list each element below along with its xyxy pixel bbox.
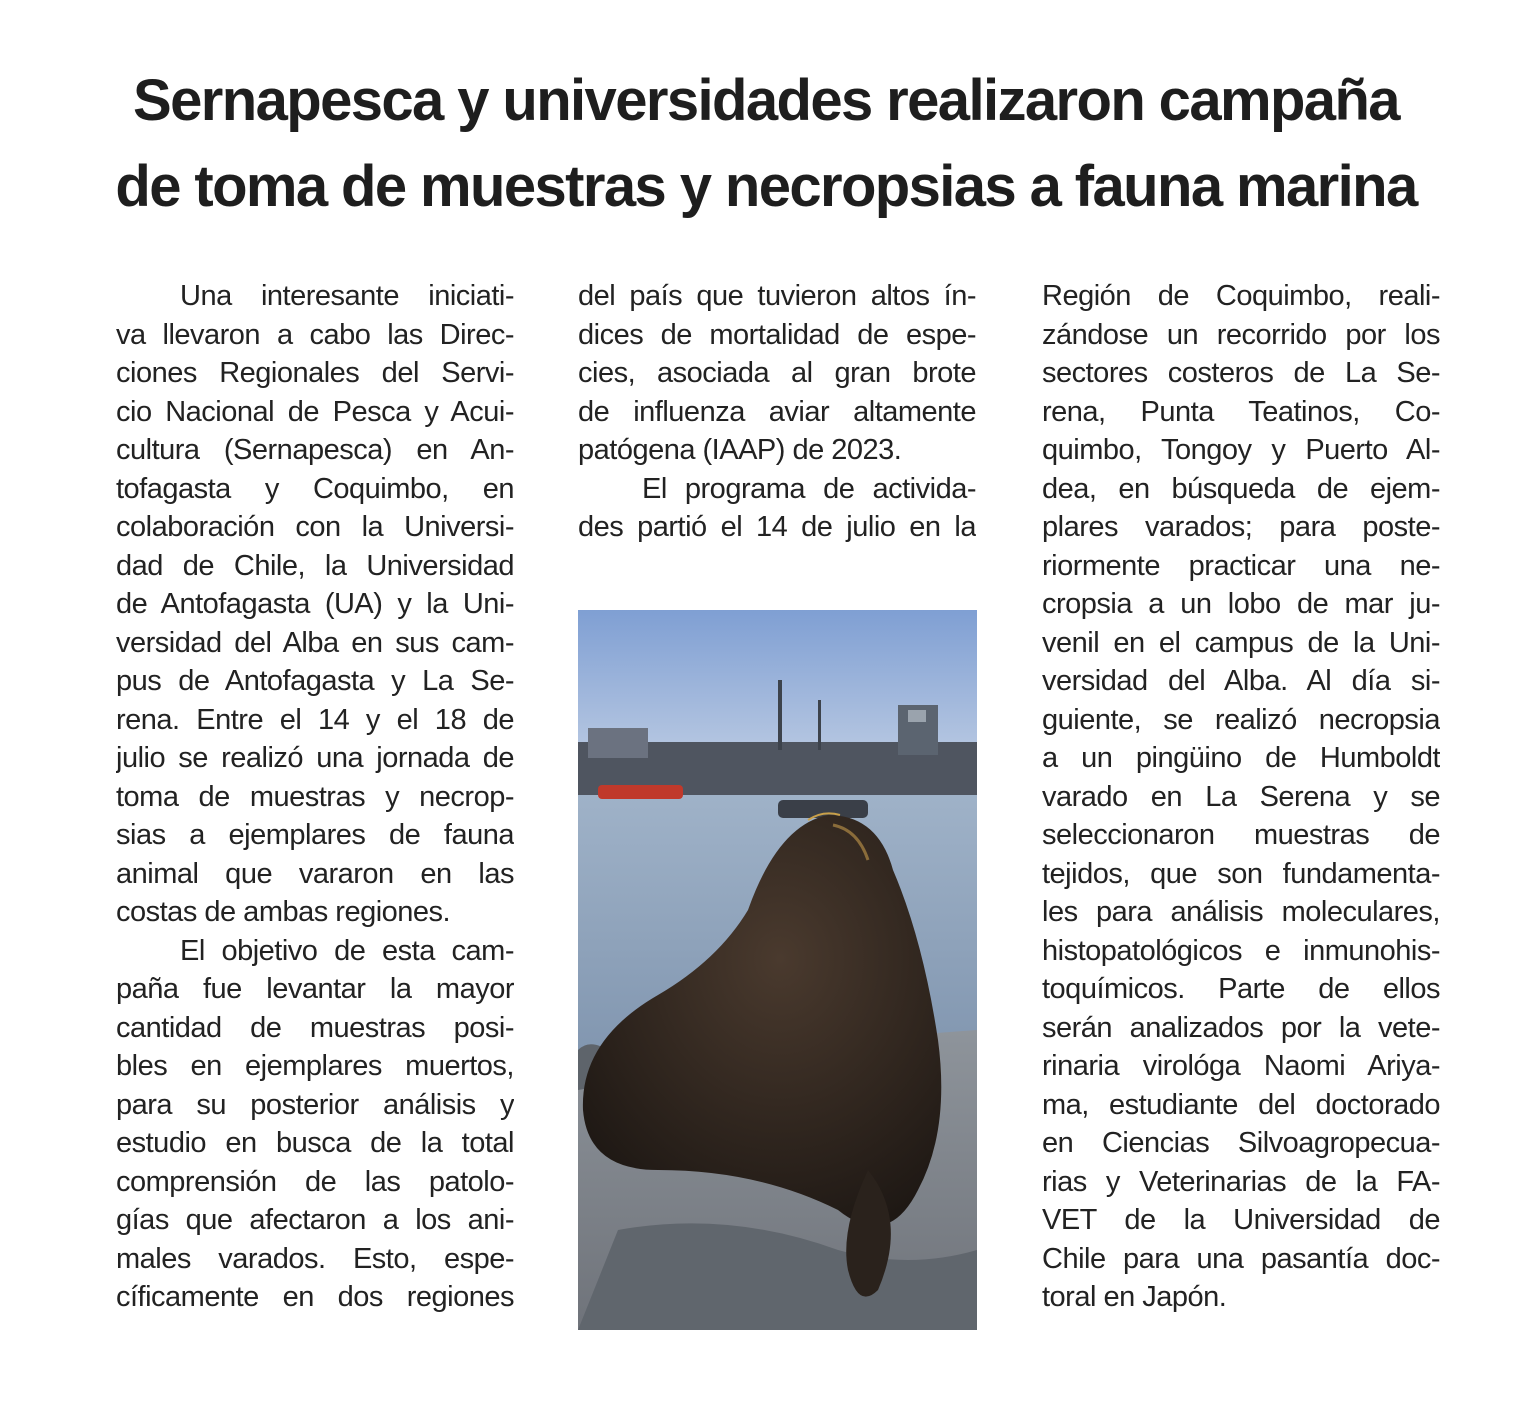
- text-line: de influenza aviar altamente: [578, 395, 976, 428]
- text-line: quimbo, Tongoy y Puerto Al-: [1042, 434, 1440, 466]
- text-line: a un pingüino de Humboldt: [1042, 742, 1440, 774]
- text-line: animal que vararon en las: [116, 857, 514, 890]
- text-line: julio se realizó una jornada de: [116, 742, 514, 774]
- text-line: Una interesante iniciati-: [180, 280, 514, 312]
- article-column-3: [1042, 277, 1440, 1317]
- text-line: guiente, se realizó necropsia: [1042, 703, 1440, 736]
- text-line: bles en ejemplares muertos,: [116, 1050, 514, 1082]
- text-line: dices de mortalidad de espe-: [578, 318, 976, 351]
- text-line: El objetivo de esta cam-: [180, 934, 514, 967]
- article-column-2: [578, 277, 976, 547]
- text-line: des partió el 14 de julio en la: [578, 511, 976, 543]
- text-line: ma, estudiante del doctorado: [1042, 1088, 1440, 1121]
- text-line: versidad del Alba en sus cam-: [116, 626, 514, 659]
- text-line: les para análisis moleculares,: [1042, 896, 1440, 928]
- text-line: males varados. Esto, espe-: [116, 1242, 514, 1275]
- text-line: sias a ejemplares de fauna: [116, 819, 514, 851]
- text-line: cíficamente en dos regiones: [116, 1281, 514, 1313]
- text-line: dea, en búsqueda de ejem-: [1042, 472, 1440, 505]
- text-line: plares varados; para poste-: [1042, 511, 1440, 543]
- text-line: ciones Regionales del Servi-: [116, 357, 514, 389]
- text-line: rias y Veterinarias de la FA-: [1042, 1165, 1440, 1198]
- text-line: versidad del Alba. Al día si-: [1042, 665, 1440, 697]
- text-line: para su posterior análisis y: [116, 1088, 514, 1121]
- text-line: tejidos, que son fundamenta-: [1042, 857, 1440, 890]
- text-line: Chile para una pasantía doc-: [1042, 1242, 1440, 1275]
- text-line: pus de Antofagasta y La Se-: [116, 665, 514, 697]
- text-line: paña fue levantar la mayor: [116, 973, 514, 1005]
- text-line: serán analizados por la vete-: [1042, 1011, 1440, 1044]
- text-line: cio Nacional de Pesca y Acui-: [116, 395, 514, 428]
- sea-lion-photo: [578, 610, 977, 1330]
- text-line: El programa de activida-: [642, 472, 976, 505]
- article-column-1: [116, 277, 514, 1317]
- text-line: cies, asociada al gran brote: [578, 357, 976, 389]
- text-line: varado en La Serena y se: [1042, 780, 1440, 813]
- text-line: cultura (Sernapesca) en An-: [116, 434, 514, 466]
- text-line: rena, Punta Teatinos, Co-: [1042, 395, 1440, 428]
- text-line: rinaria virológa Naomi Ariya-: [1042, 1050, 1440, 1082]
- headline-line-2: de toma de muestras y necropsias a fauna marina: [115, 154, 1417, 219]
- text-line: comprensión de las patolo-: [116, 1165, 514, 1198]
- text-line: toma de muestras y necrop-: [116, 780, 514, 813]
- text-line: estudio en busca de la total: [116, 1127, 514, 1159]
- text-line: histopatológicos e inmunohis-: [1042, 934, 1440, 967]
- text-line: patógena (IAAP) de 2023.: [578, 434, 902, 466]
- text-line: en Ciencias Silvoagropecua-: [1042, 1127, 1440, 1159]
- text-line: del país que tuvieron altos ín-: [578, 280, 976, 312]
- text-line: Región de Coquimbo, reali-: [1042, 280, 1440, 312]
- text-line: de Antofagasta (UA) y la Uni-: [116, 588, 514, 620]
- text-line: tofagasta y Coquimbo, en: [116, 472, 514, 505]
- text-line: costas de ambas regiones.: [116, 896, 451, 928]
- text-line: cropsia a un lobo de mar ju-: [1042, 588, 1440, 620]
- text-line: zándose un recorrido por los: [1042, 318, 1440, 351]
- text-line: sectores costeros de La Se-: [1042, 357, 1440, 389]
- text-line: cantidad de muestras posi-: [116, 1011, 514, 1044]
- text-line: colaboración con la Universi-: [116, 511, 514, 543]
- text-line: venil en el campus de la Uni-: [1042, 626, 1440, 659]
- text-line: seleccionaron muestras de: [1042, 819, 1440, 851]
- text-line: gías que afectaron a los ani-: [116, 1204, 514, 1236]
- headline-line-1: Sernapesca y universidades realizaron campaña: [133, 68, 1399, 133]
- article-headline: [0, 58, 1532, 230]
- text-line: va llevaron a cabo las Direc-: [116, 318, 514, 351]
- text-line: riormente practicar una ne-: [1042, 549, 1440, 582]
- text-line: toquímicos. Parte de ellos: [1042, 973, 1440, 1005]
- text-line: rena. Entre el 14 y el 18 de: [116, 703, 514, 736]
- text-line: VET de la Universidad de: [1042, 1204, 1440, 1236]
- text-line: dad de Chile, la Universidad: [116, 549, 514, 582]
- text-line: toral en Japón.: [1042, 1281, 1227, 1313]
